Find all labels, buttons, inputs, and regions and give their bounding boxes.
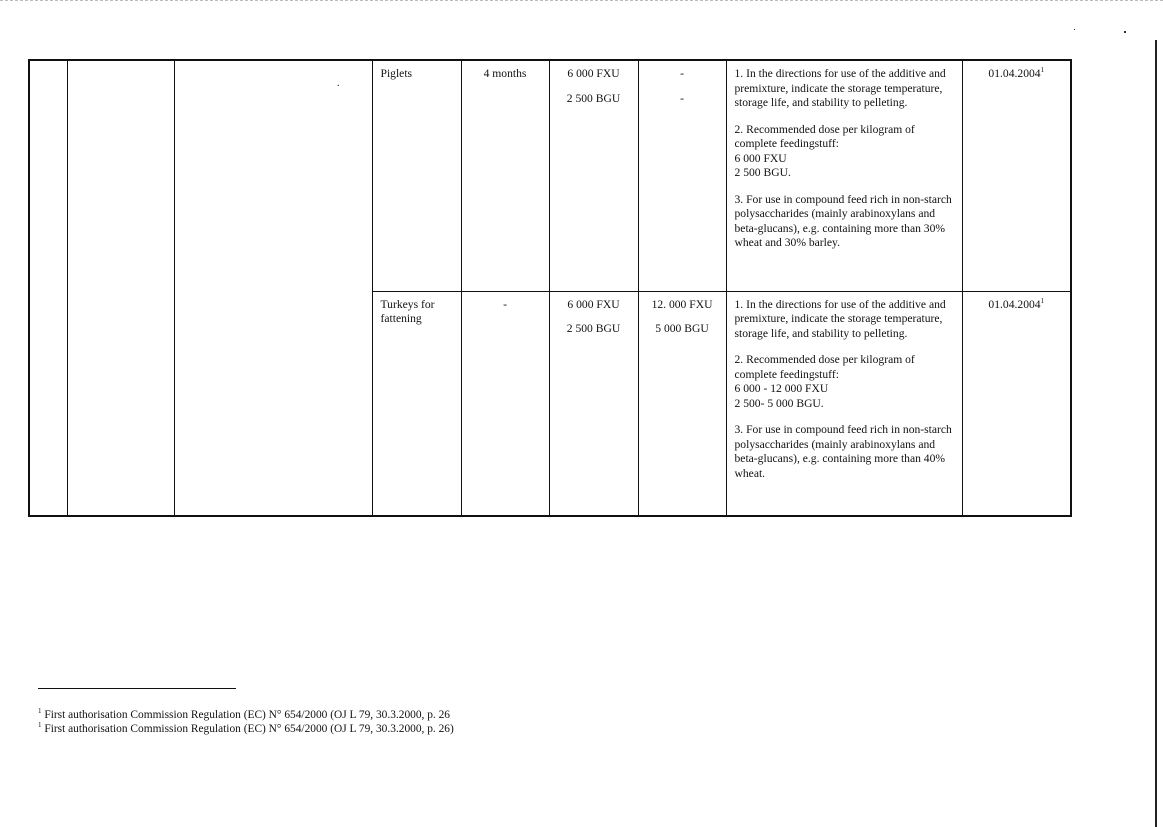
footnote-mark: 1 [38, 721, 42, 730]
provision-3: 3. For use in compound feed rich in non-starch polysaccharides (mainly arabinoxylans and beta-glucans), e.g. containing more than 40% wheat. [734, 423, 952, 480]
max-content-cell [638, 60, 726, 291]
footnote-1 [38, 708, 450, 722]
min-content-bgu: 2 500 BGU [566, 91, 621, 105]
footnote-text: First authorisation Commission Regulation (EC) N° 654/2000 (OJ L 79, 30.3.2000, p. 26) [44, 723, 454, 735]
other-provisions-cell [726, 291, 962, 516]
authorisation-date: 01.04.2004 [988, 297, 1041, 311]
registration-number-cell [29, 60, 67, 516]
max-content-cell [638, 291, 726, 516]
additive-cell [67, 60, 174, 516]
footnote-ref: 1 [1040, 66, 1045, 75]
provision-2-bgu: 2 500- 5 000 BGU. [734, 396, 824, 410]
max-content-fxu: - [680, 67, 684, 80]
min-content-fxu: 6 000 FXU [567, 67, 620, 80]
max-age-cell [461, 60, 549, 291]
provision-3: 3. For use in compound feed rich in non-starch polysaccharides (mainly arabinoxylans and beta-glucans), e.g. containing more than 30% wheat and 30% barley. [734, 192, 952, 249]
authorisation-date-cell [962, 291, 1071, 516]
species-cell [372, 60, 461, 291]
scan-speck [1124, 31, 1126, 33]
provision-2-bgu: 2 500 BGU. [734, 166, 791, 179]
max-content-fxu: 12. 000 FXU [651, 297, 713, 311]
other-provisions-cell [726, 60, 962, 291]
table-row [29, 60, 1071, 291]
species-label: Turkeys for fattening [380, 297, 435, 325]
provision-2-fxu: 6 000 - 12 000 FXU [734, 382, 829, 395]
provision-1: 1. In the directions for use of the additive and premixture, indicate the storage temperature, storage life, and stability to pelleting. [734, 297, 946, 340]
footnote-ref: 1 [1040, 296, 1045, 305]
min-content-bgu: 2 500 BGU [566, 322, 621, 335]
max-content-bgu: - [680, 91, 684, 105]
footnote-separator [38, 688, 236, 689]
min-content-fxu: 6 000 FXU [567, 297, 620, 311]
additives-authorisation-table [28, 59, 1072, 517]
provision-2-fxu: 6 000 FXU [734, 151, 787, 165]
authorisation-date-cell [962, 60, 1071, 291]
min-content-cell [549, 291, 638, 516]
chemical-formula-cell [174, 60, 372, 516]
species-label: Piglets [380, 67, 413, 80]
stray-dot: . [337, 78, 340, 89]
provision-1: 1. In the directions for use of the additive and premixture, indicate the storage temperature, storage life, and stability to pelleting. [734, 67, 946, 109]
min-content-cell [549, 60, 638, 291]
species-cell [372, 291, 461, 516]
max-age-cell [461, 291, 549, 516]
footnote-text: First authorisation Commission Regulation (EC) N° 654/2000 (OJ L 79, 30.3.2000, p. 26 [44, 709, 451, 721]
provision-2 [735, 353, 954, 411]
footnote-mark: 1 [38, 707, 42, 716]
page-edge-shadow [1155, 40, 1157, 827]
scan-artifact-top [0, 0, 1163, 4]
max-content-bgu: 5 000 BGU [655, 322, 709, 335]
footnote-2 [38, 722, 454, 736]
provision-2 [735, 123, 954, 181]
provision-2-intro: 2. Recommended dose per kilogram of complete feedingstuff: [734, 122, 915, 150]
scan-speck [1074, 29, 1075, 30]
authorisation-date: 01.04.2004 [988, 67, 1041, 80]
provision-2-intro: 2. Recommended dose per kilogram of complete feedingstuff: [734, 353, 915, 381]
max-age-value: 4 months [483, 67, 527, 80]
max-age-value: - [503, 297, 507, 311]
